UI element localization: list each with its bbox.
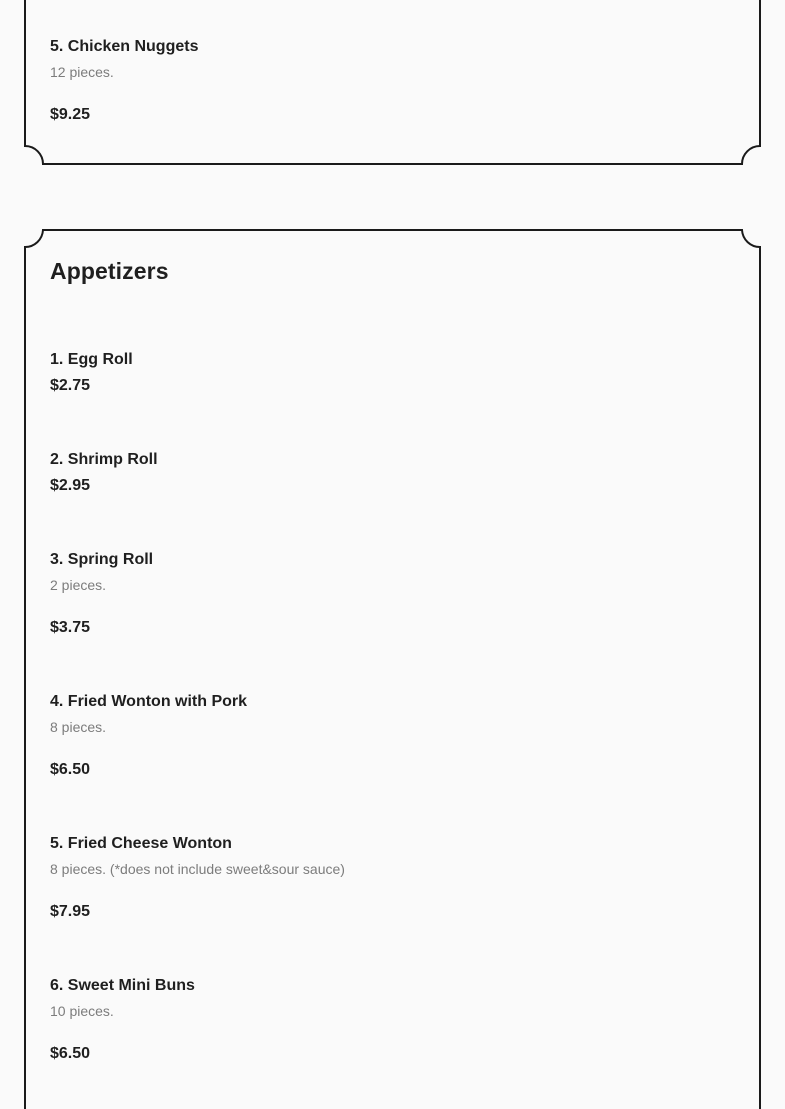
menu-item[interactable] [50,350,133,396]
item-price: $6.50 [50,1045,91,1062]
item-description: 8 pieces. [50,719,107,735]
menu-section-card [24,0,761,164]
item-price: $3.75 [50,619,91,636]
item-name: 5. Chicken Nuggets [50,38,199,55]
item-name: 1. Egg Roll [50,351,133,368]
menu-item[interactable] [50,692,247,780]
item-description: 12 pieces. [50,64,114,80]
section-title: Appetizers [50,258,169,284]
item-price: $2.75 [50,377,91,394]
item-name: 6. Sweet Mini Buns [50,977,195,994]
item-price: $6.50 [50,761,91,778]
item-description: 8 pieces. (*does not include sweet&sour sauce) [50,861,345,877]
item-name: 4. Fried Wonton with Pork [50,693,248,710]
item-name: 5. Fried Cheese Wonton [50,835,232,852]
item-description: 10 pieces. [50,1003,114,1019]
menu-item[interactable] [50,834,345,922]
menu-item[interactable] [50,550,153,638]
item-name: 3. Spring Roll [50,551,154,568]
item-price: $9.25 [50,106,91,123]
item-name: 2. Shrimp Roll [50,451,158,468]
menu-item[interactable] [50,976,195,1064]
item-price: $7.95 [50,903,91,920]
menu-item[interactable] [50,450,158,496]
menu-item[interactable] [50,37,198,125]
appetizers-section-card [24,229,761,1109]
item-price: $2.95 [50,477,91,494]
item-description: 2 pieces. [50,577,107,593]
